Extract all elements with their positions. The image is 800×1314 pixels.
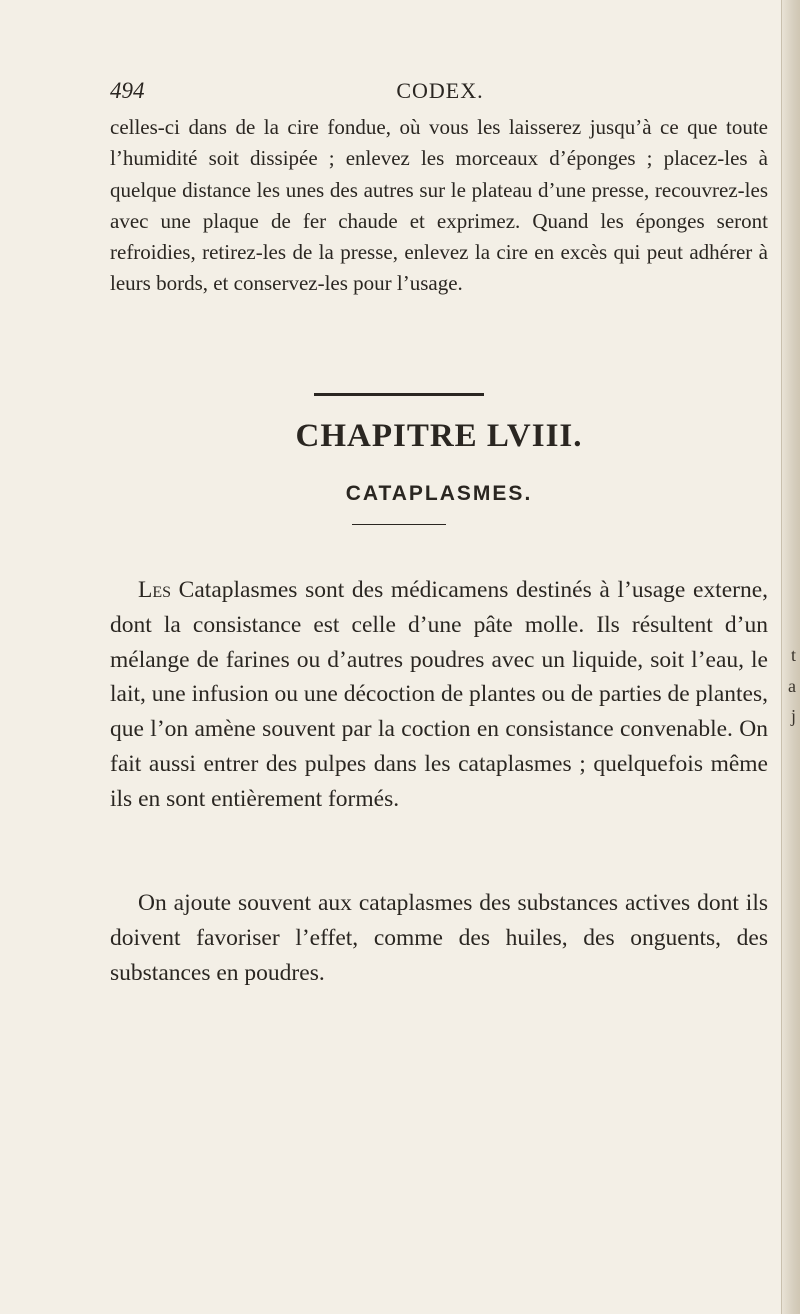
paragraph-lead-word: Les [138, 577, 172, 603]
margin-mark: t [790, 645, 796, 665]
page-number: 494 [110, 78, 145, 103]
paragraph-cataplasmes [110, 573, 768, 817]
section-rule [352, 524, 446, 525]
running-head [110, 78, 770, 112]
running-title: CODEX. [396, 78, 484, 103]
chapter-heading: CHAPITRE LVIII. [295, 418, 583, 454]
section-heading: CATAPLASMES. [345, 482, 533, 505]
paragraph-substances: On ajoute souvent aux cataplasmes des substances actives dont ils doivent favoriser l’effet, comme des huiles, des onguents, des substances en poudres. [110, 890, 768, 986]
chapter-rule [314, 393, 484, 396]
margin-mark: a [788, 676, 796, 696]
paragraph-continuation: celles-ci dans de la cire fondue, où vous les laisserez jusqu’à ce que toute l’humidité soit dissipée ; enlevez les morceaux d’éponges ; placez-les à quelque distance les unes des autres sur le plateau d’une presse, recouvrez-les avec une plaque de fer chaude et exprimez. Quand les éponges seront refroidies, retirez-les de la presse, enlevez la cire en excès qui peut adhérer à leurs bords, et conservez-les pour l’usage. [110, 115, 768, 296]
paragraph-body: Cataplasmes sont des médicamens destinés à l’usage externe, dont la consistance est celle d’une pâte molle. Ils résultent d’un mélange de farines ou d’autres poudres avec un liquide, soit l’eau, le lait, une infusion ou une décoction de plantes ou de parties de plantes, que l’on amène souvent par la coction en consistance convenable. On fait aussi entrer des pulpes dans les cataplasmes ; quelquefois même ils en sont entièrement formés. [110, 577, 768, 812]
margin-mark: j [790, 706, 796, 726]
